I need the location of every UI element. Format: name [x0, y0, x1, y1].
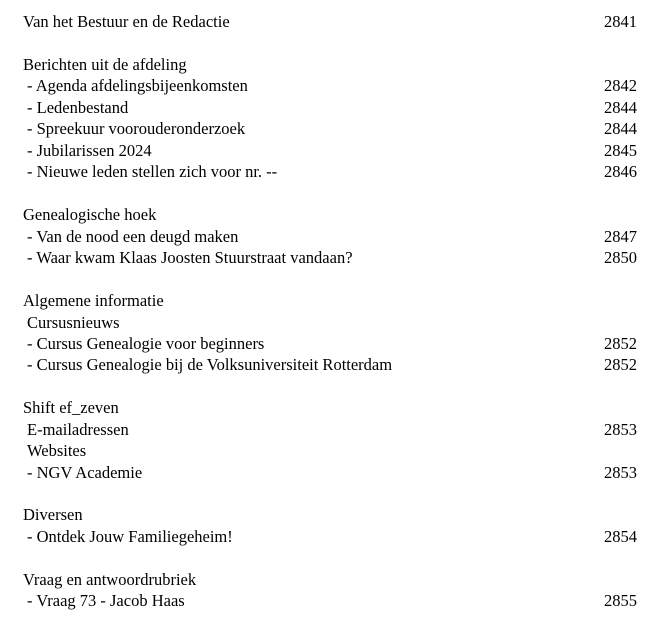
toc-heading-label: Genealogische hoek	[23, 205, 157, 224]
toc-page-number: 2844	[604, 119, 637, 138]
toc-heading	[23, 290, 671, 312]
toc-page-number: 2852	[604, 355, 637, 374]
toc-heading	[23, 11, 671, 33]
toc-page-number: 2844	[604, 98, 637, 117]
toc-page-number: 2854	[604, 527, 637, 546]
toc-page-number: 2846	[604, 162, 637, 181]
toc-entry	[27, 247, 671, 269]
toc-page-number: 2841	[604, 12, 637, 31]
toc-heading-label: Diversen	[23, 505, 83, 524]
toc-subheading-label: Websites	[27, 441, 87, 460]
toc-entry-label: - Agenda afdelingsbijeenkomsten	[27, 76, 248, 95]
toc-entry	[27, 333, 671, 355]
toc-heading	[23, 397, 671, 419]
toc-subheading	[27, 312, 671, 334]
toc-heading	[23, 569, 671, 591]
toc-entry	[27, 226, 671, 248]
toc-heading-label: Vraag en antwoordrubriek	[23, 570, 197, 589]
toc-entry-label: - Cursus Genealogie bij de Volksuniversiteit Rotterdam	[27, 355, 393, 374]
toc-heading-label: Berichten uit de afdeling	[23, 55, 187, 74]
toc-entry-label: E-mailadressen	[27, 420, 129, 439]
toc-page-number: 2847	[604, 227, 637, 246]
toc-heading-label: Van het Bestuur en de Redactie	[23, 12, 230, 31]
toc-subheading-label: Cursusnieuws	[27, 313, 120, 332]
toc-page-number: 2852	[604, 334, 637, 353]
toc-entry-label: - Van de nood een deugd maken	[27, 227, 239, 246]
toc-page-number: 2853	[604, 463, 637, 482]
toc-heading	[23, 504, 671, 526]
toc-entry-label: - Nieuwe leden stellen zich voor nr. --	[27, 162, 278, 181]
toc-heading-label: Shift ef_zeven	[23, 398, 119, 417]
toc-entry	[27, 161, 671, 183]
toc-entry-label: - Cursus Genealogie voor beginners	[27, 334, 265, 353]
toc-page-number: 2842	[604, 76, 637, 95]
toc-entry	[27, 118, 671, 140]
toc-entry-label: - Vraag 73 - Jacob Haas	[27, 591, 185, 610]
toc-entry-label: - Spreekuur voorouderonderzoek	[27, 119, 246, 138]
toc-page-number: 2850	[604, 248, 637, 267]
toc-entry	[27, 354, 671, 376]
toc-entry-label: - Ontdek Jouw Familiegeheim!	[27, 527, 233, 546]
toc-page-number: 2855	[604, 591, 637, 610]
toc-entry-label: - Waar kwam Klaas Joosten Stuurstraat vandaan?	[27, 248, 353, 267]
toc-entry	[27, 590, 671, 612]
toc-entry-label: - Ledenbestand	[27, 98, 129, 117]
toc-entry-label: - Jubilarissen 2024	[27, 141, 152, 160]
toc-subheading	[27, 440, 671, 462]
toc-heading	[23, 54, 671, 76]
toc-heading-label: Algemene informatie	[23, 291, 164, 310]
toc-entry	[27, 97, 671, 119]
toc-entry	[27, 526, 671, 548]
toc-entry-label: - NGV Academie	[27, 463, 143, 482]
toc-entry	[27, 462, 671, 484]
toc-heading	[23, 204, 671, 226]
toc-page-number: 2845	[604, 141, 637, 160]
toc-entry	[27, 140, 671, 162]
toc-entry	[27, 75, 671, 97]
toc-page-number: 2853	[604, 420, 637, 439]
toc-entry	[27, 419, 671, 441]
